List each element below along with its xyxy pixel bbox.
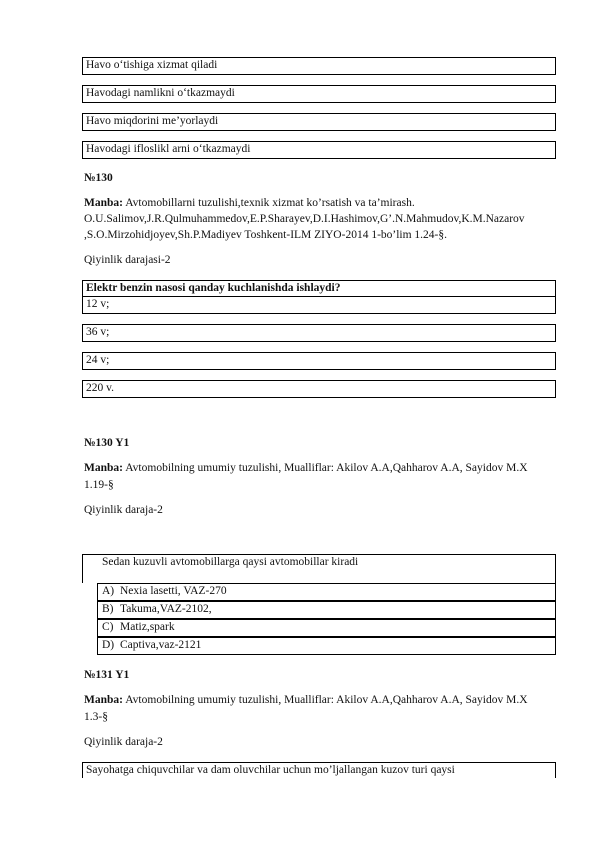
- option-text: Matiz,spark: [120, 621, 175, 633]
- source-block: [84, 692, 554, 708]
- answer-option-b: [97, 601, 556, 619]
- option-row: [82, 57, 556, 75]
- option-row: [82, 141, 556, 159]
- answer-option-a: [97, 583, 556, 601]
- source-text: O.U.Salimov,J.R.Qulmuhammedov,E.P.Sharayev,D.I.Hashimov,G’.N.Mahmudov,K.M.Nazarov: [84, 213, 525, 225]
- option-text: Havodagi namlikni o‘tkazmaydi: [86, 87, 235, 99]
- option-text: Captiva,vaz-2121: [120, 639, 202, 651]
- option-row: [82, 324, 556, 342]
- answer-option-c: [97, 619, 556, 637]
- option-row: [82, 380, 556, 398]
- answer-option-d: [97, 637, 556, 655]
- question-number: №131 Y1: [84, 669, 130, 681]
- option-letter: C): [102, 621, 114, 633]
- difficulty-label: Qiyinlik daraja-2: [84, 504, 163, 516]
- question-text: Sedan kuzuvli avtomobillarga qaysi avtomobillar kiradi: [82, 554, 556, 571]
- question-text: Sayohatga chiquvchilar va dam oluvchilar uchun mo’ljallangan kuzov turi qaysi: [82, 762, 556, 778]
- option-row: [82, 296, 556, 314]
- option-letter: B): [102, 603, 114, 615]
- source-label: Manba:: [84, 197, 123, 209]
- option-row: [82, 113, 556, 131]
- source-text: 1.3-§: [84, 711, 108, 723]
- option-text: Havodagi ifloslikl arni o‘tkazmaydi: [86, 143, 251, 155]
- option-text: Takuma,VAZ-2102,: [120, 603, 212, 615]
- option-letter: A): [102, 585, 115, 597]
- source-block: [84, 460, 554, 476]
- source-label: Manba:: [84, 462, 123, 474]
- source-text: Avtomobilning umumiy tuzulishi, Mualliflar: Akilov A.A,Qahharov A.A, Sayidov M.X: [125, 694, 528, 706]
- source-text: ,S.O.Mirzohidjoyev,Sh.P.Madiyev Toshkent-ILM ZIYO-2014 1-bo’lim 1.24-§.: [84, 229, 448, 241]
- question-frame: [82, 571, 556, 583]
- source-block: [84, 195, 554, 211]
- option-row: [82, 85, 556, 103]
- difficulty-label: Qiyinlik daraja-2: [84, 736, 163, 748]
- option-text: 24 v;: [86, 354, 110, 366]
- option-text: 220 v.: [86, 382, 115, 394]
- option-row: [82, 352, 556, 370]
- option-letter: D): [102, 639, 115, 651]
- question-text: Elektr benzin nasosi qanday kuchlanishda ishlaydi?: [82, 280, 556, 296]
- source-text: Avtomobilning umumiy tuzulishi, Mualliflar: Akilov A.A,Qahharov A.A, Sayidov M.X: [125, 462, 528, 474]
- source-text: 1.19-§: [84, 479, 114, 491]
- option-text: Havo o‘tishiga xizmat qiladi: [86, 59, 218, 71]
- option-text: Havo miqdorini me’yorlaydi: [86, 115, 219, 127]
- question-number: №130 Y1: [84, 437, 130, 449]
- option-text: 12 v;: [86, 298, 110, 310]
- source-text: Avtomobillarni tuzulishi,texnik xizmat ko’rsatish va ta’mirash.: [125, 197, 415, 209]
- difficulty-label: Qiyinlik darajasi-2: [84, 254, 171, 266]
- source-label: Manba:: [84, 694, 123, 706]
- question-number: №130: [84, 172, 113, 184]
- option-text: 36 v;: [86, 326, 110, 338]
- option-text: Nexia lasetti, VAZ-270: [120, 585, 227, 597]
